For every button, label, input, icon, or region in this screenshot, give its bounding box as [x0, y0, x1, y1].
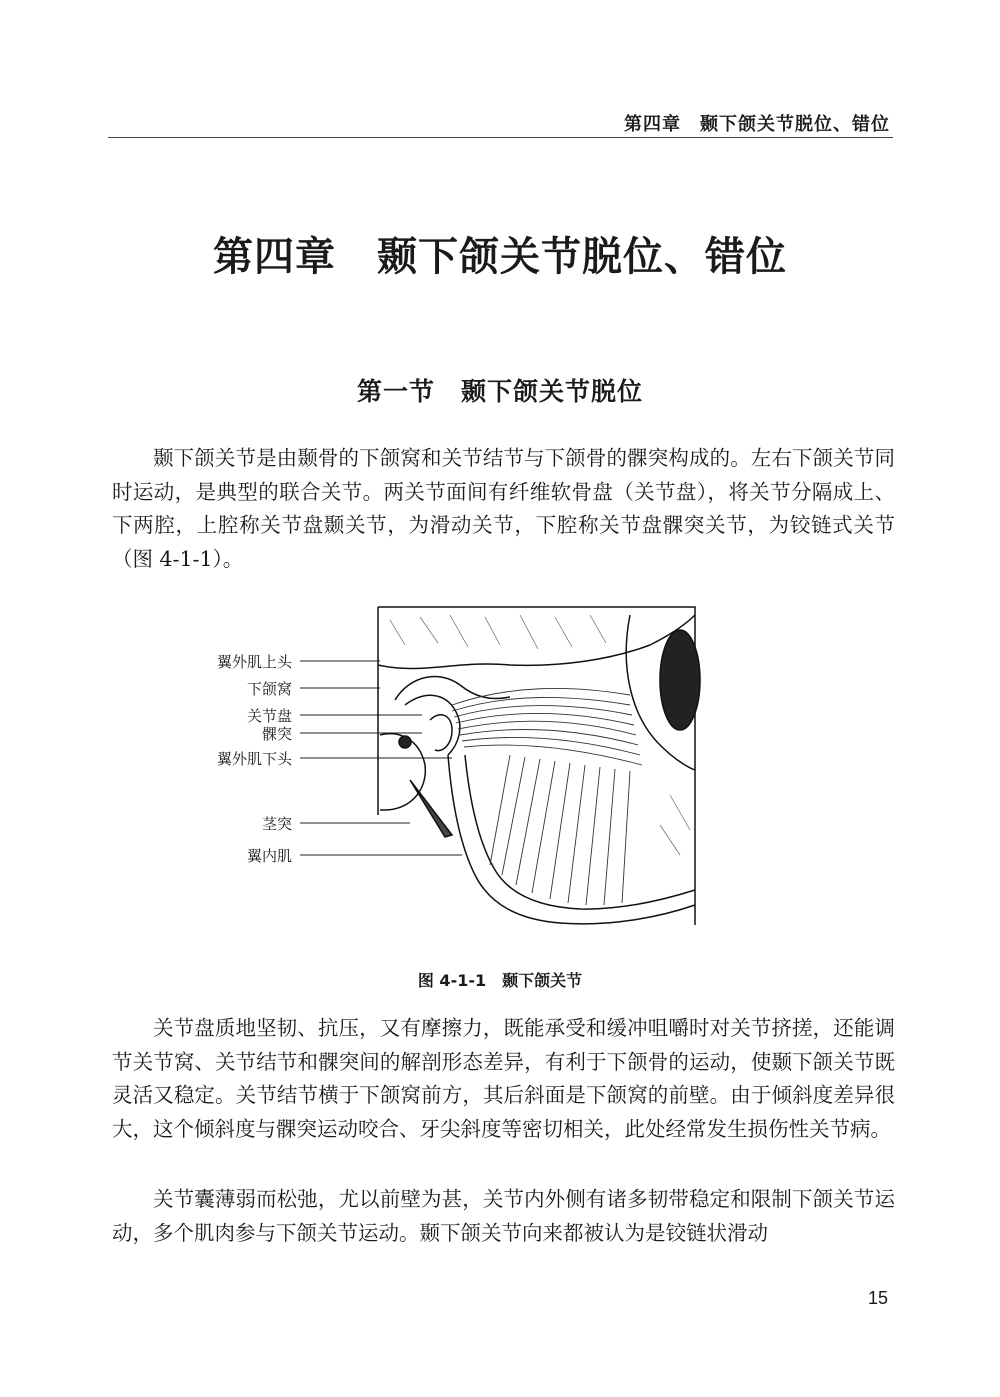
running-header: 第四章 颞下颌关节脱位、错位 [624, 114, 890, 135]
label-condyle: 髁突 [261, 725, 292, 743]
paragraph-3: 关节囊薄弱而松弛，尤以前壁为甚，关节内外侧有诸多韧带稳定和限制下颌关节运动，多个肌肉参与下颌关节运动。颞下颌关节向来都被认为是铰链状滑动 [112, 1187, 895, 1245]
label-medial-pterygoid: 翼内肌 [246, 847, 292, 865]
label-articular-disc: 关节盘 [246, 707, 292, 725]
tmj-illustration [190, 605, 710, 931]
page-number: 15 [867, 1288, 888, 1308]
section-title: 第一节 颞下颌关节脱位 [356, 377, 643, 406]
label-lateral-pterygoid-lower-head: 翼外肌下头 [216, 750, 292, 768]
paragraph-2: 关节盘质地坚韧、抗压，又有摩擦力，既能承受和缓冲咀嚼时对关节挤搓，还能调节关节窝、关节结节和髁突间的解剖形态差异，有利于下颌骨的运动，使颞下颌关节既灵活又稳定。关节结节横于下颌窝前方，其后斜面是下颌窝的前壁。由于倾斜度差异很大，这个倾斜度与髁突运动咬合、牙尖斜度等密切相关，此处经常发生损伤性关节病。 [112, 1016, 895, 1141]
anatomy-figure [190, 605, 710, 931]
label-mandibular-fossa: 下颌窝 [246, 680, 292, 698]
paragraph-1: 颞下颌关节是由颞骨的下颌窝和关节结节与下颌骨的髁突构成的。左右下颌关节同时运动，是典型的联合关节。两关节面间有纤维软骨盘（关节盘），将关节分隔成上、下两腔，上腔称关节盘颞关节，为滑动关节，下腔称关节盘髁突关节，为铰链式关节（图 4-1-1）。 [112, 446, 895, 571]
label-lateral-pterygoid-upper-head: 翼外肌上头 [216, 653, 292, 671]
label-styloid-process: 茎突 [261, 815, 292, 833]
figure-caption: 图 4-1-1 颞下颌关节 [417, 971, 583, 990]
header-rule [108, 137, 893, 138]
chapter-title: 第四章 颞下颌关节脱位、错位 [213, 233, 787, 280]
